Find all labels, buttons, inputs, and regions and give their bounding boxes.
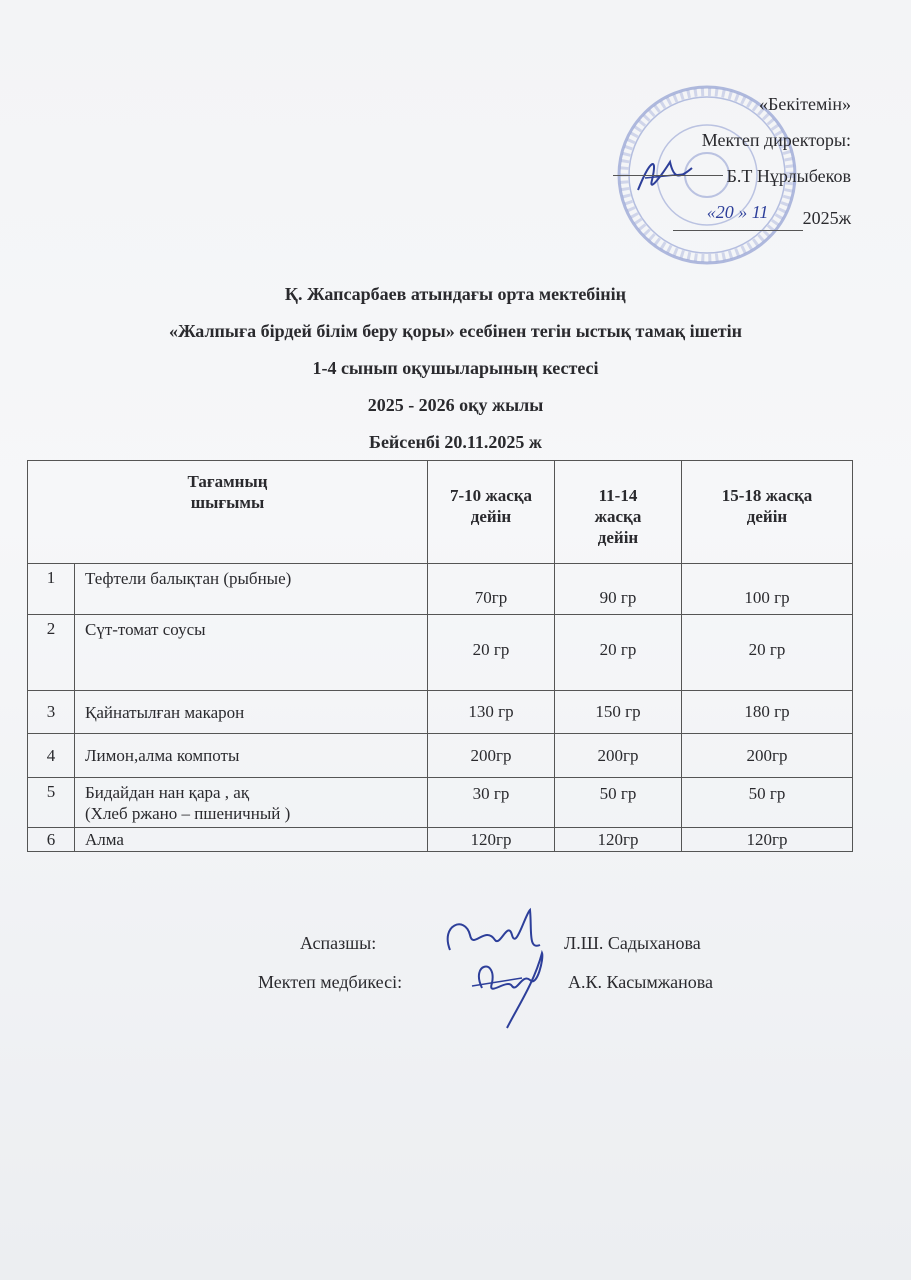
header-age-11-14-label: 11-14 жасқа дейін bbox=[594, 486, 642, 547]
portion-15-18: 100 гр bbox=[682, 564, 853, 615]
row-number: 4 bbox=[28, 734, 75, 778]
cook-label: Аспазшы: bbox=[300, 933, 377, 953]
row-number: 2 bbox=[28, 615, 75, 691]
table-row bbox=[28, 778, 853, 828]
title-grades: 1-4 сынып оқушыларының кестесі bbox=[312, 358, 599, 378]
dish-name bbox=[75, 778, 428, 828]
portion-7-10: 70гр bbox=[428, 564, 555, 615]
dish-name: Алма bbox=[75, 828, 428, 852]
header-food bbox=[28, 461, 428, 564]
table-row bbox=[28, 734, 853, 778]
dish-name: Тефтели балықтан (рыбные) bbox=[75, 564, 428, 615]
dish-name: Сүт-томат соусы bbox=[75, 615, 428, 691]
title-fund: «Жалпыға бірдей білім беру қоры» есебінен тегін ыстық тамақ ішетін bbox=[168, 321, 743, 341]
approval-block bbox=[551, 86, 851, 236]
date-year: 2025ж bbox=[802, 208, 851, 228]
row-number: 3 bbox=[28, 691, 75, 734]
header-age-7-10: 7-10 жасқа дейін bbox=[428, 461, 555, 564]
table-row bbox=[28, 615, 853, 691]
header-age-15-18 bbox=[682, 461, 853, 564]
menu-table bbox=[27, 460, 853, 852]
portion-11-14: 120гр bbox=[555, 828, 682, 852]
header-age-15-18-label: 15-18 жасқа дейін bbox=[721, 486, 813, 526]
dish-name: Лимон,алма компоты bbox=[75, 734, 428, 778]
dish-name: Қайнатылған макарон bbox=[75, 691, 428, 734]
table-row bbox=[28, 691, 853, 734]
portion-7-10: 200гр bbox=[428, 734, 555, 778]
approval-director bbox=[551, 158, 851, 194]
approval-title: «Бекітемін» bbox=[759, 94, 851, 114]
portion-7-10: 20 гр bbox=[428, 615, 555, 691]
approval-date bbox=[551, 194, 851, 236]
nurse-signature bbox=[462, 948, 557, 1033]
portion-11-14: 150 гр bbox=[555, 691, 682, 734]
portion-11-14: 200гр bbox=[555, 734, 682, 778]
portion-15-18: 20 гр bbox=[682, 615, 853, 691]
row-number: 5 bbox=[28, 778, 75, 828]
approval-position: Мектеп директоры: bbox=[701, 130, 851, 150]
document-title bbox=[0, 276, 911, 461]
date-line bbox=[673, 194, 803, 231]
signature-line bbox=[613, 175, 723, 176]
cook-name: Л.Ш. Садыханова bbox=[564, 933, 701, 953]
nurse-name: А.К. Касымжанова bbox=[568, 972, 714, 992]
date-handwritten: «20 » 11 bbox=[706, 202, 769, 222]
table-row bbox=[28, 828, 853, 852]
header-age-11-14 bbox=[555, 461, 682, 564]
title-date: Бейсенбі 20.11.2025 ж bbox=[369, 432, 542, 452]
director-name: Б.Т Нұрлыбеков bbox=[726, 166, 851, 186]
portion-15-18: 200гр bbox=[682, 734, 853, 778]
portion-11-14: 90 гр bbox=[555, 564, 682, 615]
portion-7-10: 30 гр bbox=[428, 778, 555, 828]
dish-name-kk: Бидайдан нан қара , ақ bbox=[85, 783, 250, 802]
portion-11-14: 50 гр bbox=[555, 778, 682, 828]
header-food-label: Тағамның шығымы bbox=[187, 472, 268, 512]
table-header-row bbox=[28, 461, 853, 564]
title-year: 2025 - 2026 оқу жылы bbox=[367, 395, 544, 415]
portion-7-10: 120гр bbox=[428, 828, 555, 852]
dish-name-ru: (Хлеб ржано – пшеничный ) bbox=[85, 804, 291, 823]
portion-7-10: 130 гр bbox=[428, 691, 555, 734]
title-school: Қ. Жапсарбаев атындағы орта мектебінің bbox=[284, 284, 627, 304]
portion-15-18: 50 гр bbox=[682, 778, 853, 828]
portion-15-18: 180 гр bbox=[682, 691, 853, 734]
row-number: 6 bbox=[28, 828, 75, 852]
portion-11-14: 20 гр bbox=[555, 615, 682, 691]
table-row bbox=[28, 564, 853, 615]
nurse-label: Мектеп медбикесі: bbox=[258, 972, 403, 992]
portion-15-18: 120гр bbox=[682, 828, 853, 852]
row-number: 1 bbox=[28, 564, 75, 615]
